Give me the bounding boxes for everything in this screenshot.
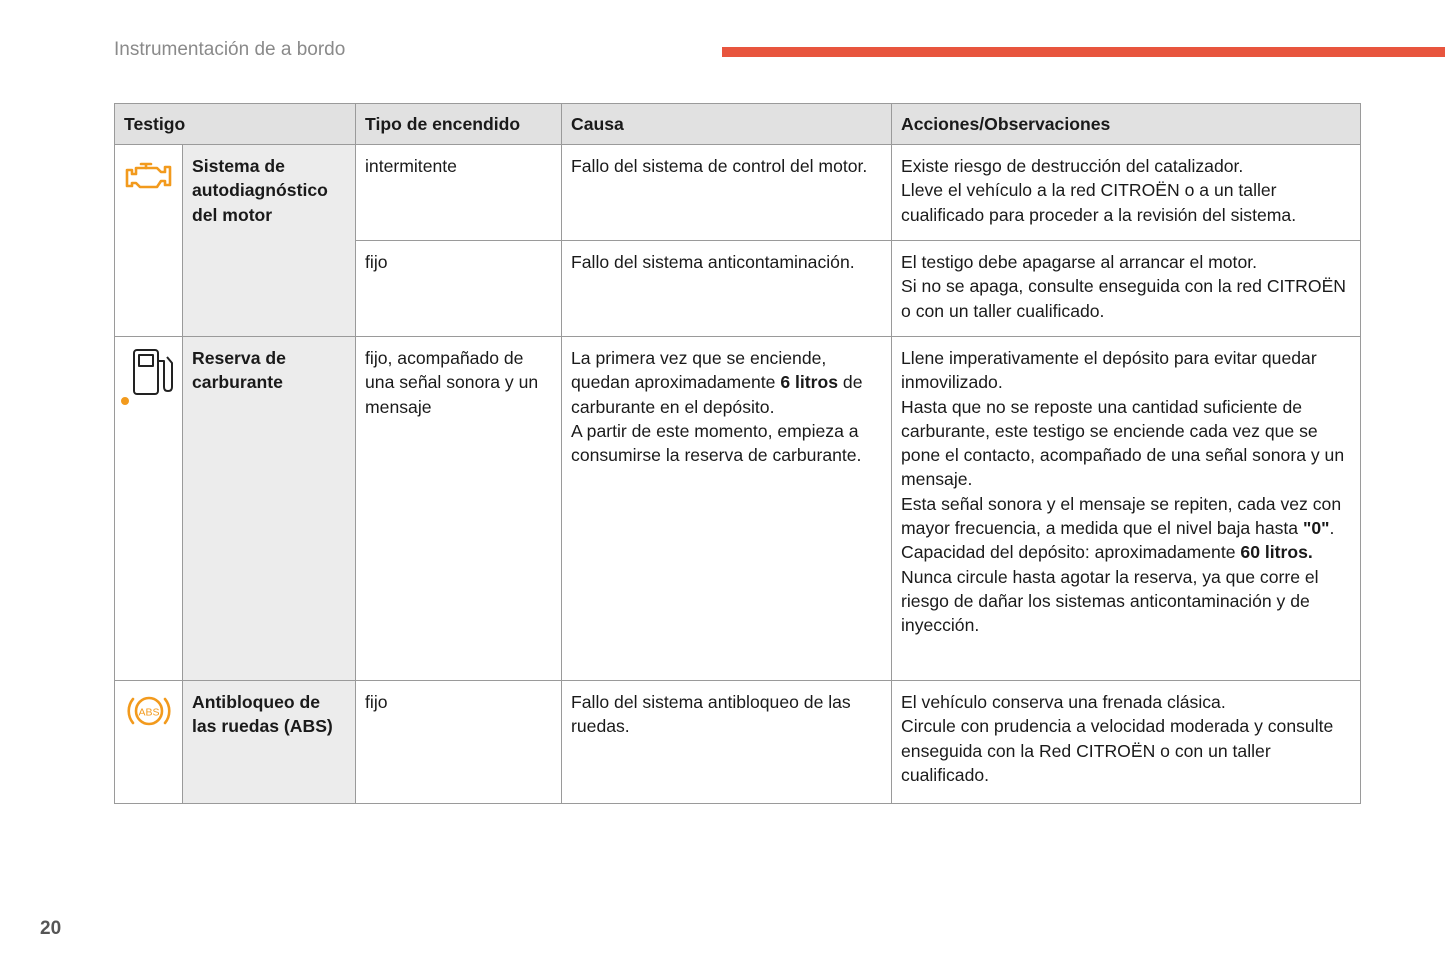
causa-text: Fallo del sistema anticontaminación. (571, 252, 855, 272)
page-number: 20 (40, 918, 62, 939)
tipo-cell (356, 241, 562, 337)
warning-name-cell (183, 145, 356, 337)
acciones-cell (892, 681, 1361, 804)
tipo-text: fijo, acompañado de una señal sonora y un mensaje (365, 348, 539, 417)
tipo-cell (356, 337, 562, 681)
acciones-line: Circule con prudencia a velocidad moderada y consulte enseguida con la Red CITROËN o con un taller cualificado. (901, 716, 1334, 785)
warning-name: Reserva de carburante (192, 348, 286, 393)
column-header-causa: Causa (562, 104, 892, 145)
causa-cell (562, 681, 892, 804)
abs-icon (124, 691, 174, 731)
column-header-tipo: Tipo de encendido (356, 104, 562, 145)
warning-name: Sistema de autodiagnóstico del motor (192, 156, 328, 225)
acciones-line: Esta señal sonora y el mensaje se repiten, cada vez con mayor frecuencia, a medida que el nivel baja hasta "0". (901, 493, 1342, 539)
icon-cell (115, 681, 183, 804)
acciones-line: Existe riesgo de destrucción del catalizador. (901, 156, 1244, 176)
acciones-cell (892, 145, 1361, 241)
warning-name: Antibloqueo de las ruedas (ABS) (192, 692, 333, 737)
acciones-line: Lleve el vehículo a la red CITROËN o a un taller cualificado para proceder a la revisión del sistema. (901, 180, 1297, 225)
engine-check-icon (124, 155, 174, 195)
tipo-text: fijo (365, 692, 388, 712)
fuel-pump-icon (131, 347, 177, 397)
warning-lights-table (114, 103, 1361, 804)
header-accent-bar (722, 47, 1445, 57)
table-row (115, 337, 1361, 681)
icon-cell (115, 337, 183, 681)
table-row (115, 681, 1361, 804)
acciones-line: El vehículo conserva una frenada clásica. (901, 692, 1226, 712)
fuel-warning-dot (121, 397, 129, 405)
causa-cell (562, 337, 892, 681)
abs-icon-label: ABS (138, 706, 160, 719)
page-header-title: Instrumentación de a bordo (114, 39, 346, 60)
acciones-line: Si no se apaga, consulte enseguida con la red CITROËN o con un taller cualificado. (901, 276, 1347, 321)
acciones-line: El testigo debe apagarse al arrancar el motor. (901, 252, 1258, 272)
warning-name-cell (183, 681, 356, 804)
causa-text: Fallo del sistema antibloqueo de las ruedas. (571, 692, 851, 737)
table-header-row (115, 104, 1361, 145)
acciones-line: Hasta que no se reposte una cantidad suficiente de carburante, este testigo se enciende cada vez que se pone el contacto, acompañado de una señal sonora y un mensaje. (901, 396, 1345, 490)
tipo-text: fijo (365, 252, 388, 272)
acciones-cell (892, 241, 1361, 337)
acciones-line: Llene imperativamente el depósito para evitar quedar inmovilizado. (901, 348, 1317, 393)
acciones-line: Nunca circule hasta agotar la reserva, ya que corre el riesgo de dañar los sistemas anticontaminación y de inyección. (901, 566, 1319, 636)
table-row (115, 145, 1361, 241)
tipo-text: intermitente (365, 156, 457, 176)
warning-name-cell (183, 337, 356, 681)
column-header-acciones: Acciones/Observaciones (892, 104, 1361, 145)
column-header-testigo: Testigo (115, 104, 356, 145)
acciones-cell (892, 337, 1361, 681)
causa-line: A partir de este momento, empieza a consumirse la reserva de carburante. (571, 420, 862, 466)
tipo-cell (356, 145, 562, 241)
tipo-cell (356, 681, 562, 804)
causa-line: La primera vez que se enciende, quedan aproximadamente 6 litros de carburante en el depósito. (571, 348, 863, 417)
causa-cell (562, 145, 892, 241)
acciones-line: Capacidad del depósito: aproximadamente 60 litros. (901, 542, 1313, 563)
causa-text: Fallo del sistema de control del motor. (571, 156, 868, 176)
causa-cell (562, 241, 892, 337)
icon-cell (115, 145, 183, 337)
